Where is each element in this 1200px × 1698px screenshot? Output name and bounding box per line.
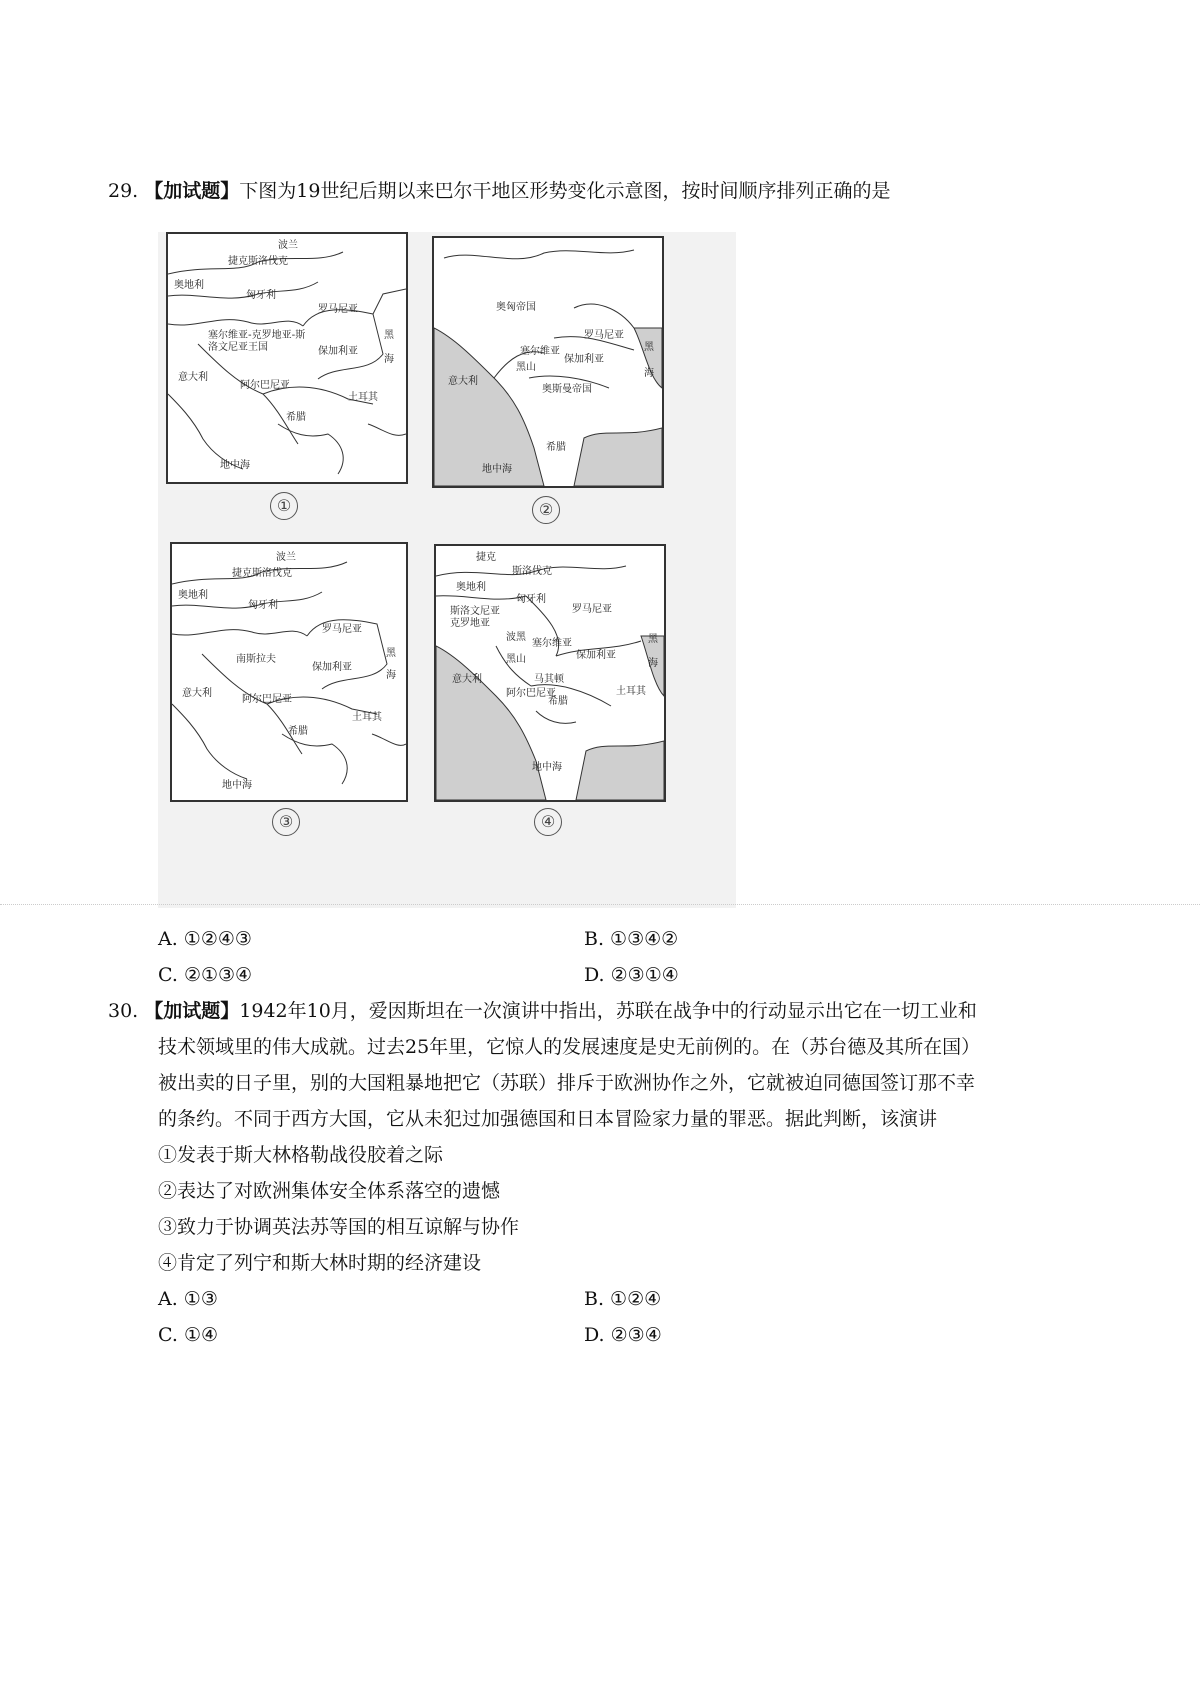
q29-heading bbox=[108, 178, 890, 204]
map-3-label-1: 捷克斯洛伐克 bbox=[232, 568, 292, 579]
map-4-label-0: 捷克 bbox=[476, 552, 496, 563]
map-4-caption: ④ bbox=[534, 808, 562, 836]
map-4-label-8: 塞尔维亚 bbox=[532, 638, 572, 649]
map-1-label-8: 海 bbox=[384, 354, 394, 365]
map-2-label-4: 保加利亚 bbox=[564, 354, 604, 365]
map-3-label-13: 地中海 bbox=[222, 780, 252, 791]
map-4-label-1: 斯洛伐克 bbox=[512, 566, 552, 577]
map-3-label-7: 黑 bbox=[386, 648, 396, 659]
map-3-label-4: 罗马尼亚 bbox=[322, 624, 362, 635]
map-4-label-13: 海 bbox=[648, 658, 658, 669]
q29-option-c: C. ②①③④ bbox=[158, 964, 253, 986]
map-4-label-17: 土耳其 bbox=[616, 686, 646, 697]
map-4-label-11: 保加利亚 bbox=[576, 650, 616, 661]
q30-line-1: 技术领域里的伟大成就。过去25年里，它惊人的发展速度是史无前例的。在（苏台德及其所在国） bbox=[158, 1036, 981, 1058]
map-2-label-0: 奥匈帝国 bbox=[496, 302, 536, 313]
map-2-label-10: 地中海 bbox=[482, 464, 512, 475]
q29-option-b: B. ①③④② bbox=[584, 928, 679, 950]
map-3-label-3: 匈牙利 bbox=[248, 600, 278, 611]
map-3-label-11: 希腊 bbox=[288, 726, 308, 737]
q30-line-0 bbox=[108, 998, 977, 1024]
q30-line-2: 被出卖的日子里，别的大国粗暴地把它（苏联）排斥于欧洲协作之外，它就被迫同德国签订那不幸 bbox=[158, 1072, 976, 1094]
map-3 bbox=[170, 542, 408, 802]
map-2-label-8: 奥斯曼帝国 bbox=[542, 384, 592, 395]
map-3-label-2: 奥地利 bbox=[178, 590, 208, 601]
map-3-label-12: 土耳其 bbox=[352, 712, 382, 723]
map-1-label-3: 匈牙利 bbox=[246, 290, 276, 301]
q30-statement-2: ②表达了对欧洲集体安全体系落空的遗憾 bbox=[158, 1180, 501, 1202]
map-1-label-0: 波兰 bbox=[278, 240, 298, 251]
map-1-label-7: 黑 bbox=[384, 330, 394, 341]
q30-tag: 【加试题】 bbox=[144, 1000, 240, 1022]
map-1-label-5: 塞尔维亚-克罗地亚-斯洛文尼亚王国 bbox=[208, 330, 306, 353]
q29-stem: 下图为19世纪后期以来巴尔干地区形势变化示意图，按时间顺序排列正确的是 bbox=[239, 180, 891, 202]
map-1-label-12: 土耳其 bbox=[348, 392, 378, 403]
map-2-label-5: 黑 bbox=[644, 342, 654, 353]
q30-statement-1: ①发表于斯大林格勒战役胶着之际 bbox=[158, 1144, 444, 1166]
map-1-label-10: 阿尔巴尼亚 bbox=[240, 380, 290, 391]
map-1-label-4: 罗马尼亚 bbox=[318, 304, 358, 315]
map-2-label-7: 意大利 bbox=[448, 376, 478, 387]
q30-statement-3: ③致力于协调英法苏等国的相互谅解与协作 bbox=[158, 1216, 520, 1238]
q30-text-0: 1942年10月，爱因斯坦在一次演讲中指出，苏联在战争中的行动显示出它在一切工业和 bbox=[239, 1000, 977, 1022]
q30-option-b: B. ①②④ bbox=[584, 1288, 662, 1310]
map-2-label-9: 希腊 bbox=[546, 442, 566, 453]
map-4 bbox=[434, 544, 666, 802]
map-1-label-11: 希腊 bbox=[286, 412, 306, 423]
map-2-label-6: 海 bbox=[644, 368, 654, 379]
map-3-label-9: 意大利 bbox=[182, 688, 212, 699]
map-1-label-6: 保加利亚 bbox=[318, 346, 358, 357]
q30-number: 30. bbox=[108, 1000, 139, 1022]
map-4-label-14: 意大利 bbox=[452, 674, 482, 685]
q29-tag: 【加试题】 bbox=[144, 180, 240, 202]
map-1-caption: ① bbox=[270, 492, 298, 520]
map-4-label-18: 地中海 bbox=[532, 762, 562, 773]
map-4-label-6: 克罗地亚 bbox=[450, 618, 490, 629]
map-3-label-8: 海 bbox=[386, 670, 396, 681]
map-4-label-9: 黑山 bbox=[506, 654, 526, 665]
map-1-label-13: 地中海 bbox=[220, 460, 250, 471]
map-1-outline bbox=[168, 234, 406, 482]
map-2 bbox=[432, 236, 664, 488]
map-4-label-16: 希腊 bbox=[548, 696, 568, 707]
q30-line-3: 的条约。不同于西方大国，它从未犯过加强德国和日本冒险家力量的罪恶。据此判断，该演讲 bbox=[158, 1108, 938, 1130]
map-3-caption: ③ bbox=[272, 808, 300, 836]
q29-number: 29. bbox=[108, 180, 139, 202]
map-4-label-12: 黑 bbox=[648, 634, 658, 645]
map-1-label-2: 奥地利 bbox=[174, 280, 204, 291]
map-2-label-1: 罗马尼亚 bbox=[584, 330, 624, 341]
map-4-label-15: 阿尔巴尼亚 bbox=[506, 688, 556, 699]
map-2-label-3: 黑山 bbox=[516, 362, 536, 373]
map-1-label-1: 捷克斯洛伐克 bbox=[228, 256, 288, 267]
map-3-label-5: 南斯拉夫 bbox=[236, 654, 276, 665]
q29-option-d: D. ②③①④ bbox=[584, 964, 679, 986]
map-4-label-10: 马其顿 bbox=[534, 674, 564, 685]
map-3-label-0: 波兰 bbox=[276, 552, 296, 563]
balkan-maps-figure bbox=[158, 232, 736, 908]
map-4-label-5: 斯洛文尼亚 bbox=[450, 606, 500, 617]
map-2-caption: ② bbox=[532, 496, 560, 524]
map-1 bbox=[166, 232, 408, 484]
q30-option-a: A. ①③ bbox=[158, 1288, 218, 1310]
page-divider bbox=[0, 904, 1200, 905]
q29-option-a: A. ①②④③ bbox=[158, 928, 252, 950]
map-3-outline bbox=[172, 544, 406, 800]
q30-option-d: D. ②③④ bbox=[584, 1324, 662, 1346]
q30-statement-4: ④肯定了列宁和斯大林时期的经济建设 bbox=[158, 1252, 482, 1274]
map-4-label-3: 匈牙利 bbox=[516, 594, 546, 605]
map-3-label-6: 保加利亚 bbox=[312, 662, 352, 673]
q30-option-c: C. ①④ bbox=[158, 1324, 219, 1346]
map-1-label-9: 意大利 bbox=[178, 372, 208, 383]
map-2-label-2: 塞尔维亚 bbox=[520, 346, 560, 357]
map-4-label-4: 罗马尼亚 bbox=[572, 604, 612, 615]
map-3-label-10: 阿尔巴尼亚 bbox=[242, 694, 292, 705]
map-4-label-7: 波黑 bbox=[506, 632, 526, 643]
map-4-label-2: 奥地利 bbox=[456, 582, 486, 593]
